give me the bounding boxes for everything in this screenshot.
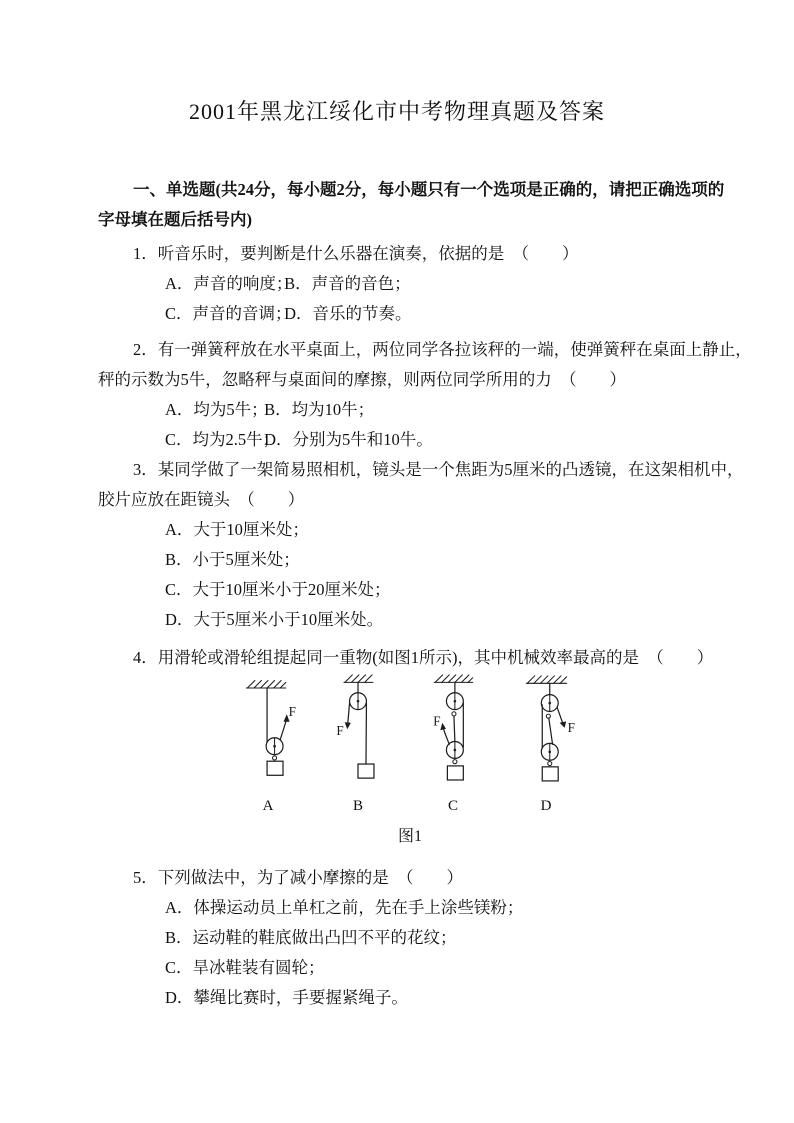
- hook: [453, 760, 457, 764]
- question-3: [98, 455, 744, 635]
- hook: [452, 712, 456, 716]
- question-text-line: 4．用滑轮或滑轮组提起同一重物(如图1所示)，其中机械效率最高的是 （ ）: [133, 648, 714, 667]
- weight: [358, 764, 374, 778]
- page-title: 2001年黑龙江绥化市中考物理真题及答案: [188, 99, 605, 124]
- option-d: D．大于5厘米小于10厘米处。: [165, 610, 384, 629]
- force-arrow: [345, 703, 351, 729]
- section-heading-line: 字母填在题后括号内): [98, 210, 252, 229]
- movable-pulley: [446, 742, 463, 759]
- option-a: A．大于10厘米处；: [165, 520, 309, 539]
- option-b: B．声音的音色；: [284, 274, 411, 293]
- section-heading: [98, 175, 725, 235]
- figure-caption: 图1: [397, 828, 422, 845]
- option-d: D．分别为5牛和10牛。: [264, 430, 433, 449]
- option-c: C．旱冰鞋装有圆轮；: [165, 958, 325, 977]
- question-text-line: 5．下列做法中，为了减小摩擦的是 （ ）: [133, 868, 463, 887]
- hook: [548, 761, 552, 765]
- pulley-diagram-d-icon: [496, 673, 596, 795]
- movable-pulley: [541, 743, 558, 760]
- hook: [546, 714, 550, 718]
- pulley-diagram-b-icon: [308, 673, 408, 795]
- question-text-line: 1．听音乐时，要判断是什么乐器在演奏，依据的是 （ ）: [133, 244, 579, 263]
- ceiling-hatch: [434, 675, 472, 683]
- option-a: A．体操运动员上单杠之前，先在手上涂些镁粉；: [165, 898, 524, 917]
- figure-label-b: B: [352, 798, 363, 814]
- section-heading-line: 一、单选题(共24分，每小题2分，每小题只有一个选项是正确的，请把正确选项的: [133, 180, 725, 199]
- ceiling-hatch: [526, 676, 566, 684]
- fixed-pulley: [446, 693, 463, 710]
- ceiling-hatch: [246, 681, 285, 689]
- figure-label-d: D: [540, 798, 552, 814]
- weight: [542, 767, 558, 781]
- rope: [454, 716, 455, 741]
- figure-label-c: C: [447, 798, 458, 814]
- force-arrow: [557, 708, 566, 728]
- question-text-line: 秤的示数为5牛，忽略秤与桌面间的摩擦，则两位同学所用的力 （ ）: [98, 370, 626, 389]
- force-label: F: [433, 713, 441, 729]
- force-label: F: [288, 704, 296, 720]
- option-c: C．声音的音调；: [165, 304, 292, 323]
- force-arrow: [440, 723, 449, 745]
- question-5: [98, 863, 696, 1013]
- force-label: F: [336, 722, 344, 738]
- option-c: C．大于10厘米小于20厘米处；: [165, 580, 391, 599]
- option-c: C．均为2.5牛；: [165, 430, 280, 449]
- pulley-diagram-c-icon: [403, 673, 503, 795]
- question-text-line: 3．某同学做了一架简易照相机，镜头是一个焦距为5厘米的凸透镜，在这架相机中，: [133, 460, 744, 479]
- ceiling-hatch: [344, 675, 373, 683]
- question-4: [98, 643, 714, 673]
- option-d: D．攀绳比赛时，手要握紧绳子。: [165, 988, 408, 1007]
- pulley-diagram-a-icon: [218, 673, 318, 795]
- option-b: B．运动鞋的鞋底做出凸凹不平的花纹；: [165, 928, 457, 947]
- option-row: [165, 395, 696, 425]
- option-a: A．均为5牛；: [165, 400, 268, 419]
- question-2: [98, 335, 752, 455]
- option-a: A．声音的响度；: [165, 274, 293, 293]
- weight: [267, 761, 283, 775]
- option-row: [165, 299, 696, 329]
- option-row: [165, 425, 696, 455]
- question-text-line: 胶片应放在距镜头 （ ）: [98, 490, 305, 509]
- option-row: [165, 269, 696, 299]
- question-1: [98, 239, 696, 329]
- fixed-pulley: [541, 695, 558, 712]
- hook: [273, 756, 277, 760]
- rope: [549, 718, 553, 744]
- movable-pulley: [266, 738, 283, 755]
- fixed-pulley: [350, 693, 367, 710]
- weight: [447, 766, 463, 780]
- option-d: D．音乐的节奏。: [284, 304, 412, 323]
- force-label: F: [567, 720, 575, 736]
- question-text-line: 2．有一弹簧秤放在水平桌面上，两位同学各拉该秤的一端，使弹簧秤在桌面上静止，: [133, 340, 752, 359]
- option-b: B．小于5厘米处；: [165, 550, 300, 569]
- figure-label-a: A: [262, 798, 274, 814]
- option-b: B．均为10牛；: [264, 400, 375, 419]
- figure-1: [98, 673, 696, 863]
